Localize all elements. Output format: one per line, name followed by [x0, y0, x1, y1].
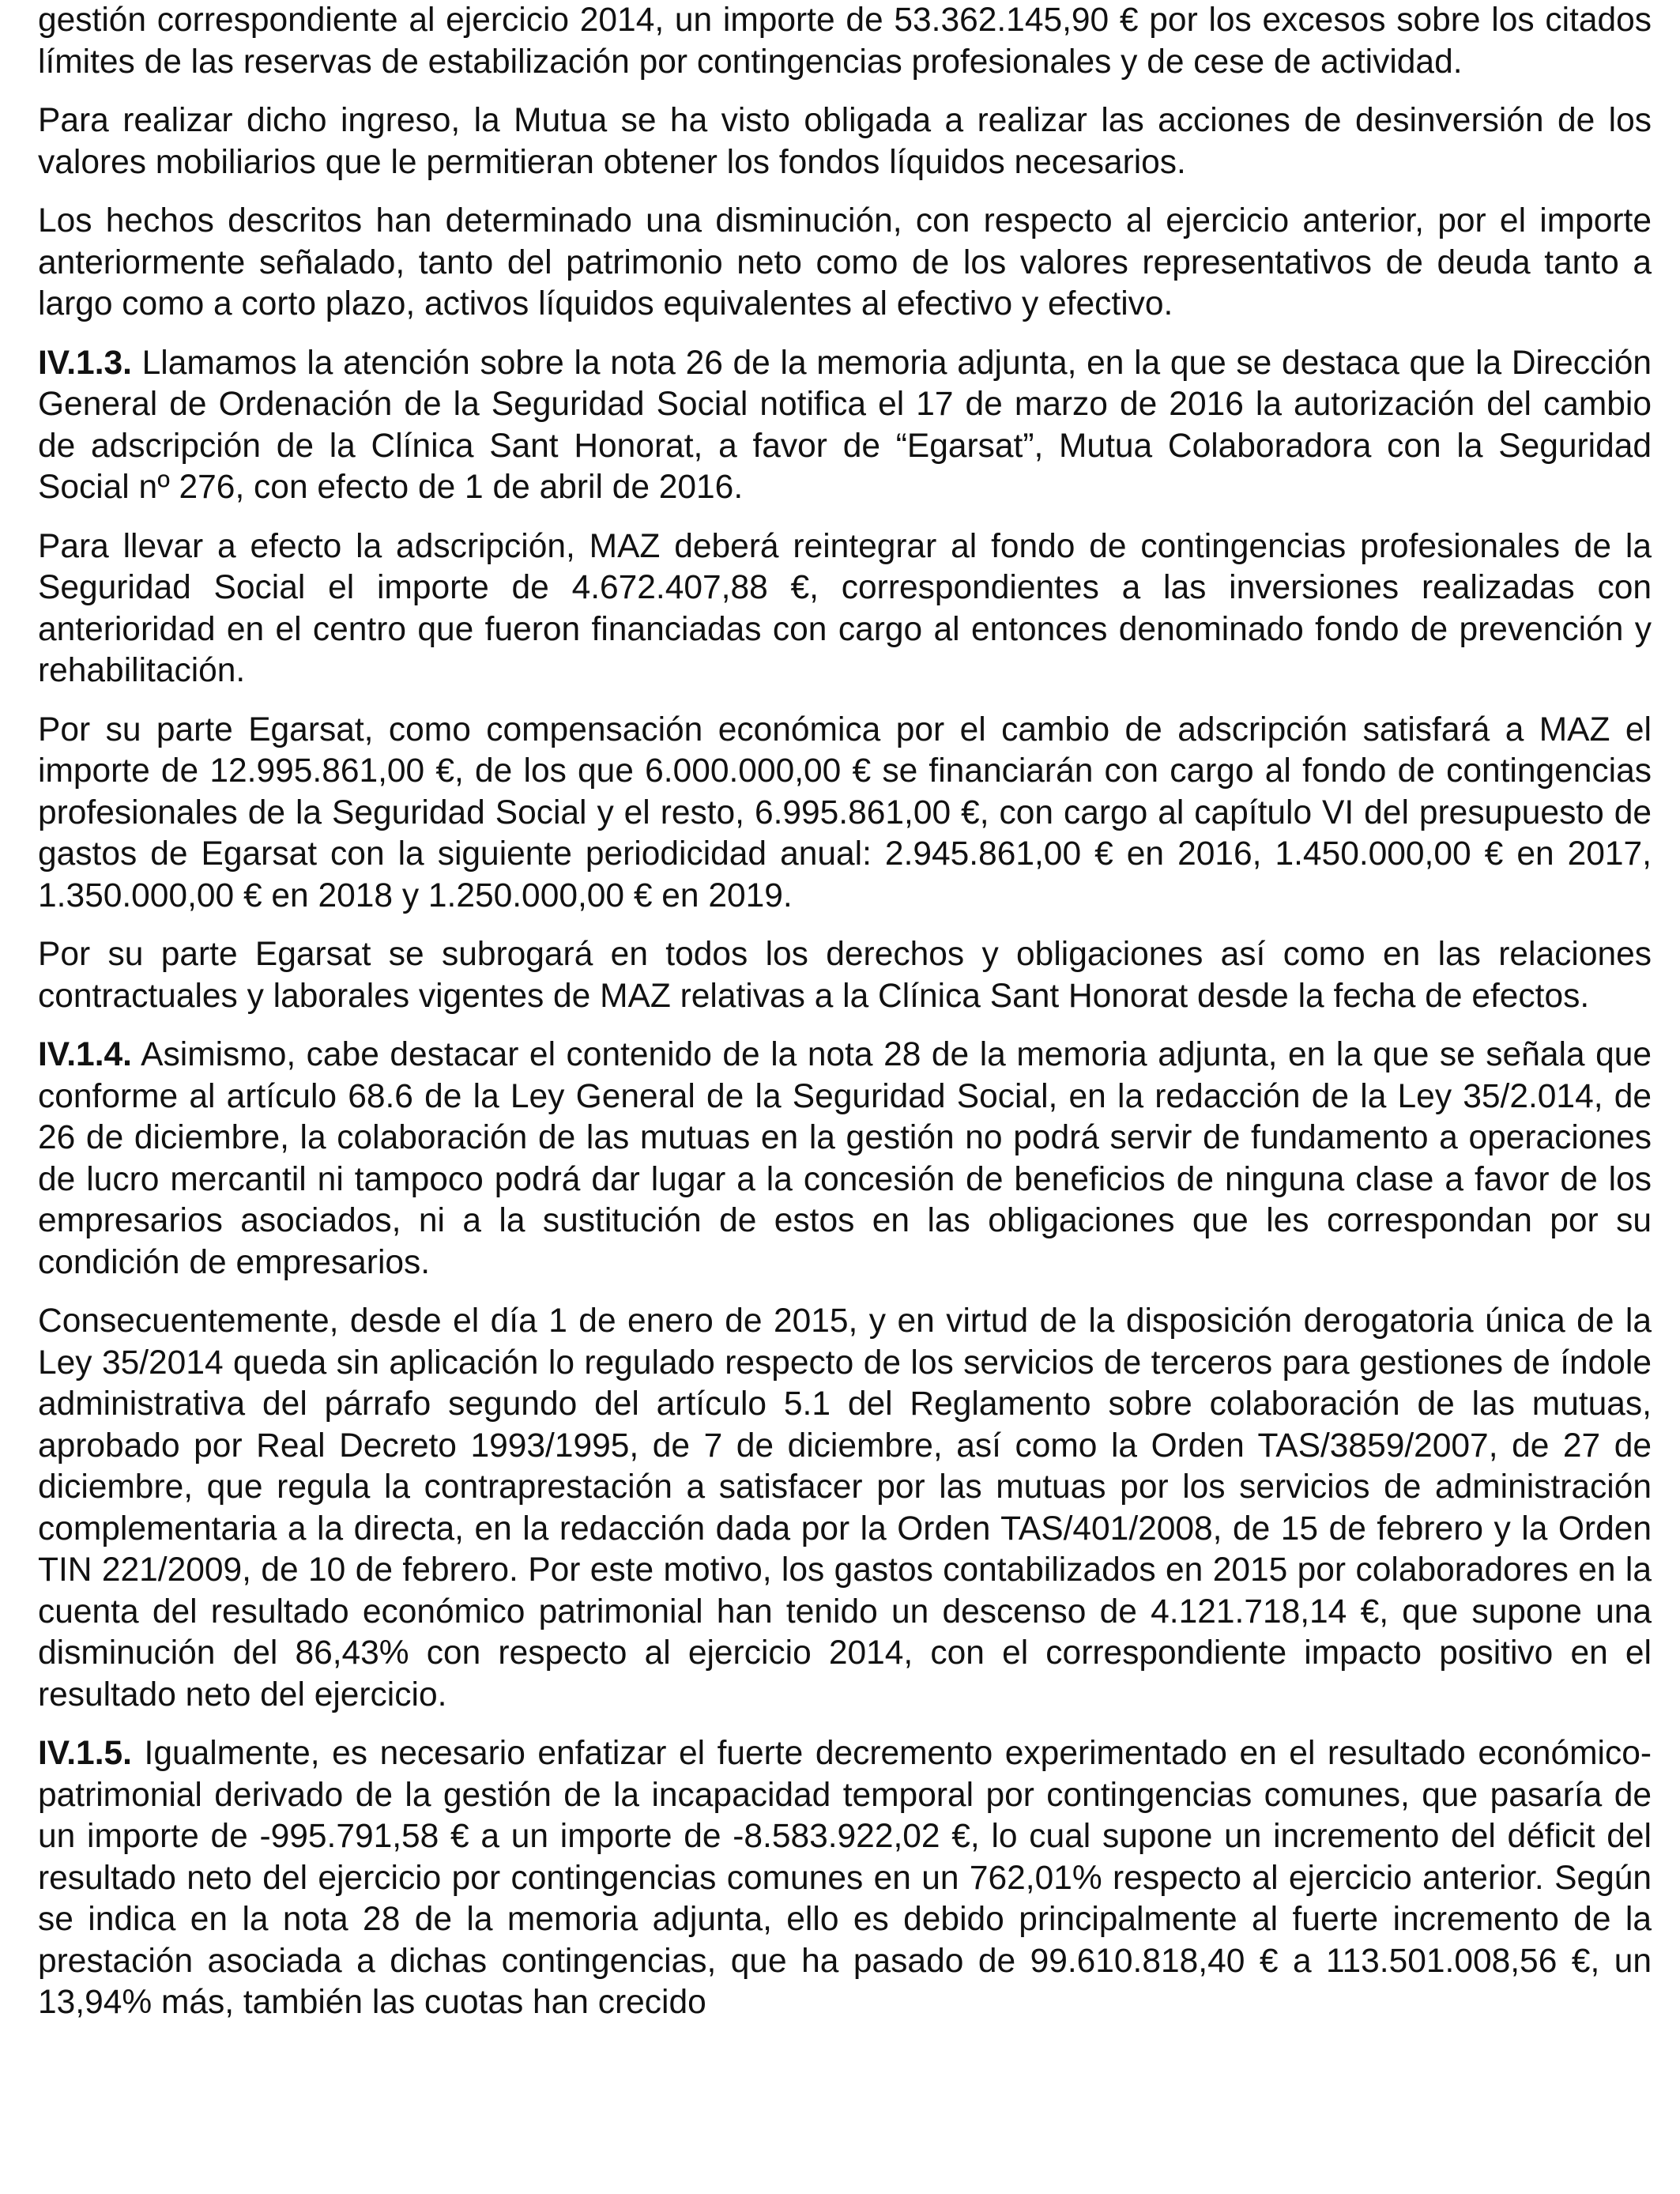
- document-page: [38, 0, 1652, 2041]
- paragraph-text: Para realizar dicho ingreso, la Mutua se ha visto obligada a realizar las acciones de desinversión de los valores mobiliarios que le permitieran obtener los fondos líquidos necesarios.: [38, 102, 1652, 181]
- paragraph-6: [38, 710, 1652, 918]
- section-number: IV.1.5.: [38, 1735, 132, 1772]
- section-number: IV.1.3.: [38, 344, 132, 382]
- paragraph-3: [38, 201, 1652, 326]
- paragraph-text: Asimismo, cabe destacar el contenido de la nota 28 de la memoria adjunta, en la que se señala que conforme al artículo 68.6 de la Ley General de la Seguridad Social, en la redacción de la Ley 35/2.014, de 26 de diciembre, la colaboración de las mutuas en la gestión no podrá servir de fundamento a operaciones de lucro mercantil ni tampoco podrá dar lugar a la concesión de beneficios de ninguna clase a favor de los empresarios asociados, ni a la sustitución de estos en las obligaciones que les correspondan por su condición de empresarios.: [38, 1036, 1652, 1281]
- paragraph-text: gestión correspondiente al ejercicio 2014, un importe de 53.362.145,90 € por los excesos sobre los citados límites de las reservas de estabilización por contingencias profesionales y de cese de actividad.: [38, 2, 1652, 81]
- paragraph-text: Igualmente, es necesario enfatizar el fuerte decremento experimentado en el resultado económico-patrimonial derivado de la gestión de la incapacidad temporal por contingencias comunes, que pasaría de un importe de -995.791,58 € a un importe de -8.583.922,02 €, lo cual supone un incremento del déficit del resultado neto del ejercicio por contingencias comunes en un 762,01% respecto al ejercicio anterior. Según se indica en la nota 28 de la memoria adjunta, ello es debido principalmente al fuerte incremento de la prestación asociada a dichas contingencias, que ha pasado de 99.610.818,40 € a 113.501.008,56 €, un 13,94% más, también las cuotas han crecido: [38, 1735, 1652, 2021]
- paragraph-text: Por su parte Egarsat, como compensación económica por el cambio de adscripción satisfará a MAZ el importe de 12.995.861,00 €, de los que 6.000.000,00 € se financiarán con cargo al fondo de contingencias profesionales de la Seguridad Social y el resto, 6.995.861,00 €, con cargo al capítulo VI del presupuesto de gastos de Egarsat con la siguiente periodicidad anual: 2.945.861,00 € en 2016, 1.450.000,00 € en 2017, 1.350.000,00 € en 2018 y 1.250.000,00 € en 2019.: [38, 711, 1652, 914]
- section-number: IV.1.4.: [38, 1036, 132, 1073]
- paragraph-1: [38, 0, 1652, 83]
- paragraph-7: [38, 934, 1652, 1017]
- paragraph-2: [38, 100, 1652, 183]
- paragraph-8: [38, 1035, 1652, 1284]
- paragraph-text: Los hechos descritos han determinado una disminución, con respecto al ejercicio anterior, por el importe anteriormente señalado, tanto del patrimonio neto como de los valores representativos de deuda tanto a largo como a corto plazo, activos líquidos equivalentes al efectivo y efectivo.: [38, 202, 1652, 322]
- paragraph-5: [38, 526, 1652, 692]
- paragraph-text: Para llevar a efecto la adscripción, MAZ deberá reintegrar al fondo de contingencias profesionales de la Seguridad Social el importe de 4.672.407,88 €, correspondientes a las inversiones realizadas con anterioridad en el centro que fueron financiadas con cargo al entonces denominado fondo de prevención y rehabilitación.: [38, 527, 1652, 689]
- paragraph-9: [38, 1301, 1652, 1716]
- paragraph-10: [38, 1733, 1652, 2024]
- paragraph-text: Por su parte Egarsat se subrogará en todos los derechos y obligaciones así como en las relaciones contractuales y laborales vigentes de MAZ relativas a la Clínica Sant Honorat desde la fecha de efectos.: [38, 936, 1652, 1015]
- paragraph-text: Consecuentemente, desde el día 1 de enero de 2015, y en virtud de la disposición derogatoria única de la Ley 35/2014 queda sin aplicación lo regulado respecto de los servicios de terceros para gestiones de índole administrativa del párrafo segundo del artículo 5.1 del Reglamento sobre colaboración de las mutuas, aprobado por Real Decreto 1993/1995, de 7 de diciembre, así como la Orden TAS/3859/2007, de 27 de diciembre, que regula la contraprestación a satisfacer por las mutuas por los servicios de administración complementaria a la directa, en la redacción dada por la Orden TAS/401/2008, de 15 de febrero y la Orden TIN 221/2009, de 10 de febrero. Por este motivo, los gastos contabilizados en 2015 por colaboradores en la cuenta del resultado económico patrimonial han tenido un descenso de 4.121.718,14 €, que supone una disminución del 86,43% con respecto al ejercicio 2014, con el correspondiente impacto positivo en el resultado neto del ejercicio.: [38, 1302, 1652, 1713]
- paragraph-4: [38, 343, 1652, 509]
- paragraph-text: Llamamos la atención sobre la nota 26 de la memoria adjunta, en la que se destaca que la Dirección General de Ordenación de la Seguridad Social notifica el 17 de marzo de 2016 la autorización del cambio de adscripción de la Clínica Sant Honorat, a favor de “Egarsat”, Mutua Colaboradora con la Seguridad Social nº 276, con efecto de 1 de abril de 2016.: [38, 344, 1652, 506]
